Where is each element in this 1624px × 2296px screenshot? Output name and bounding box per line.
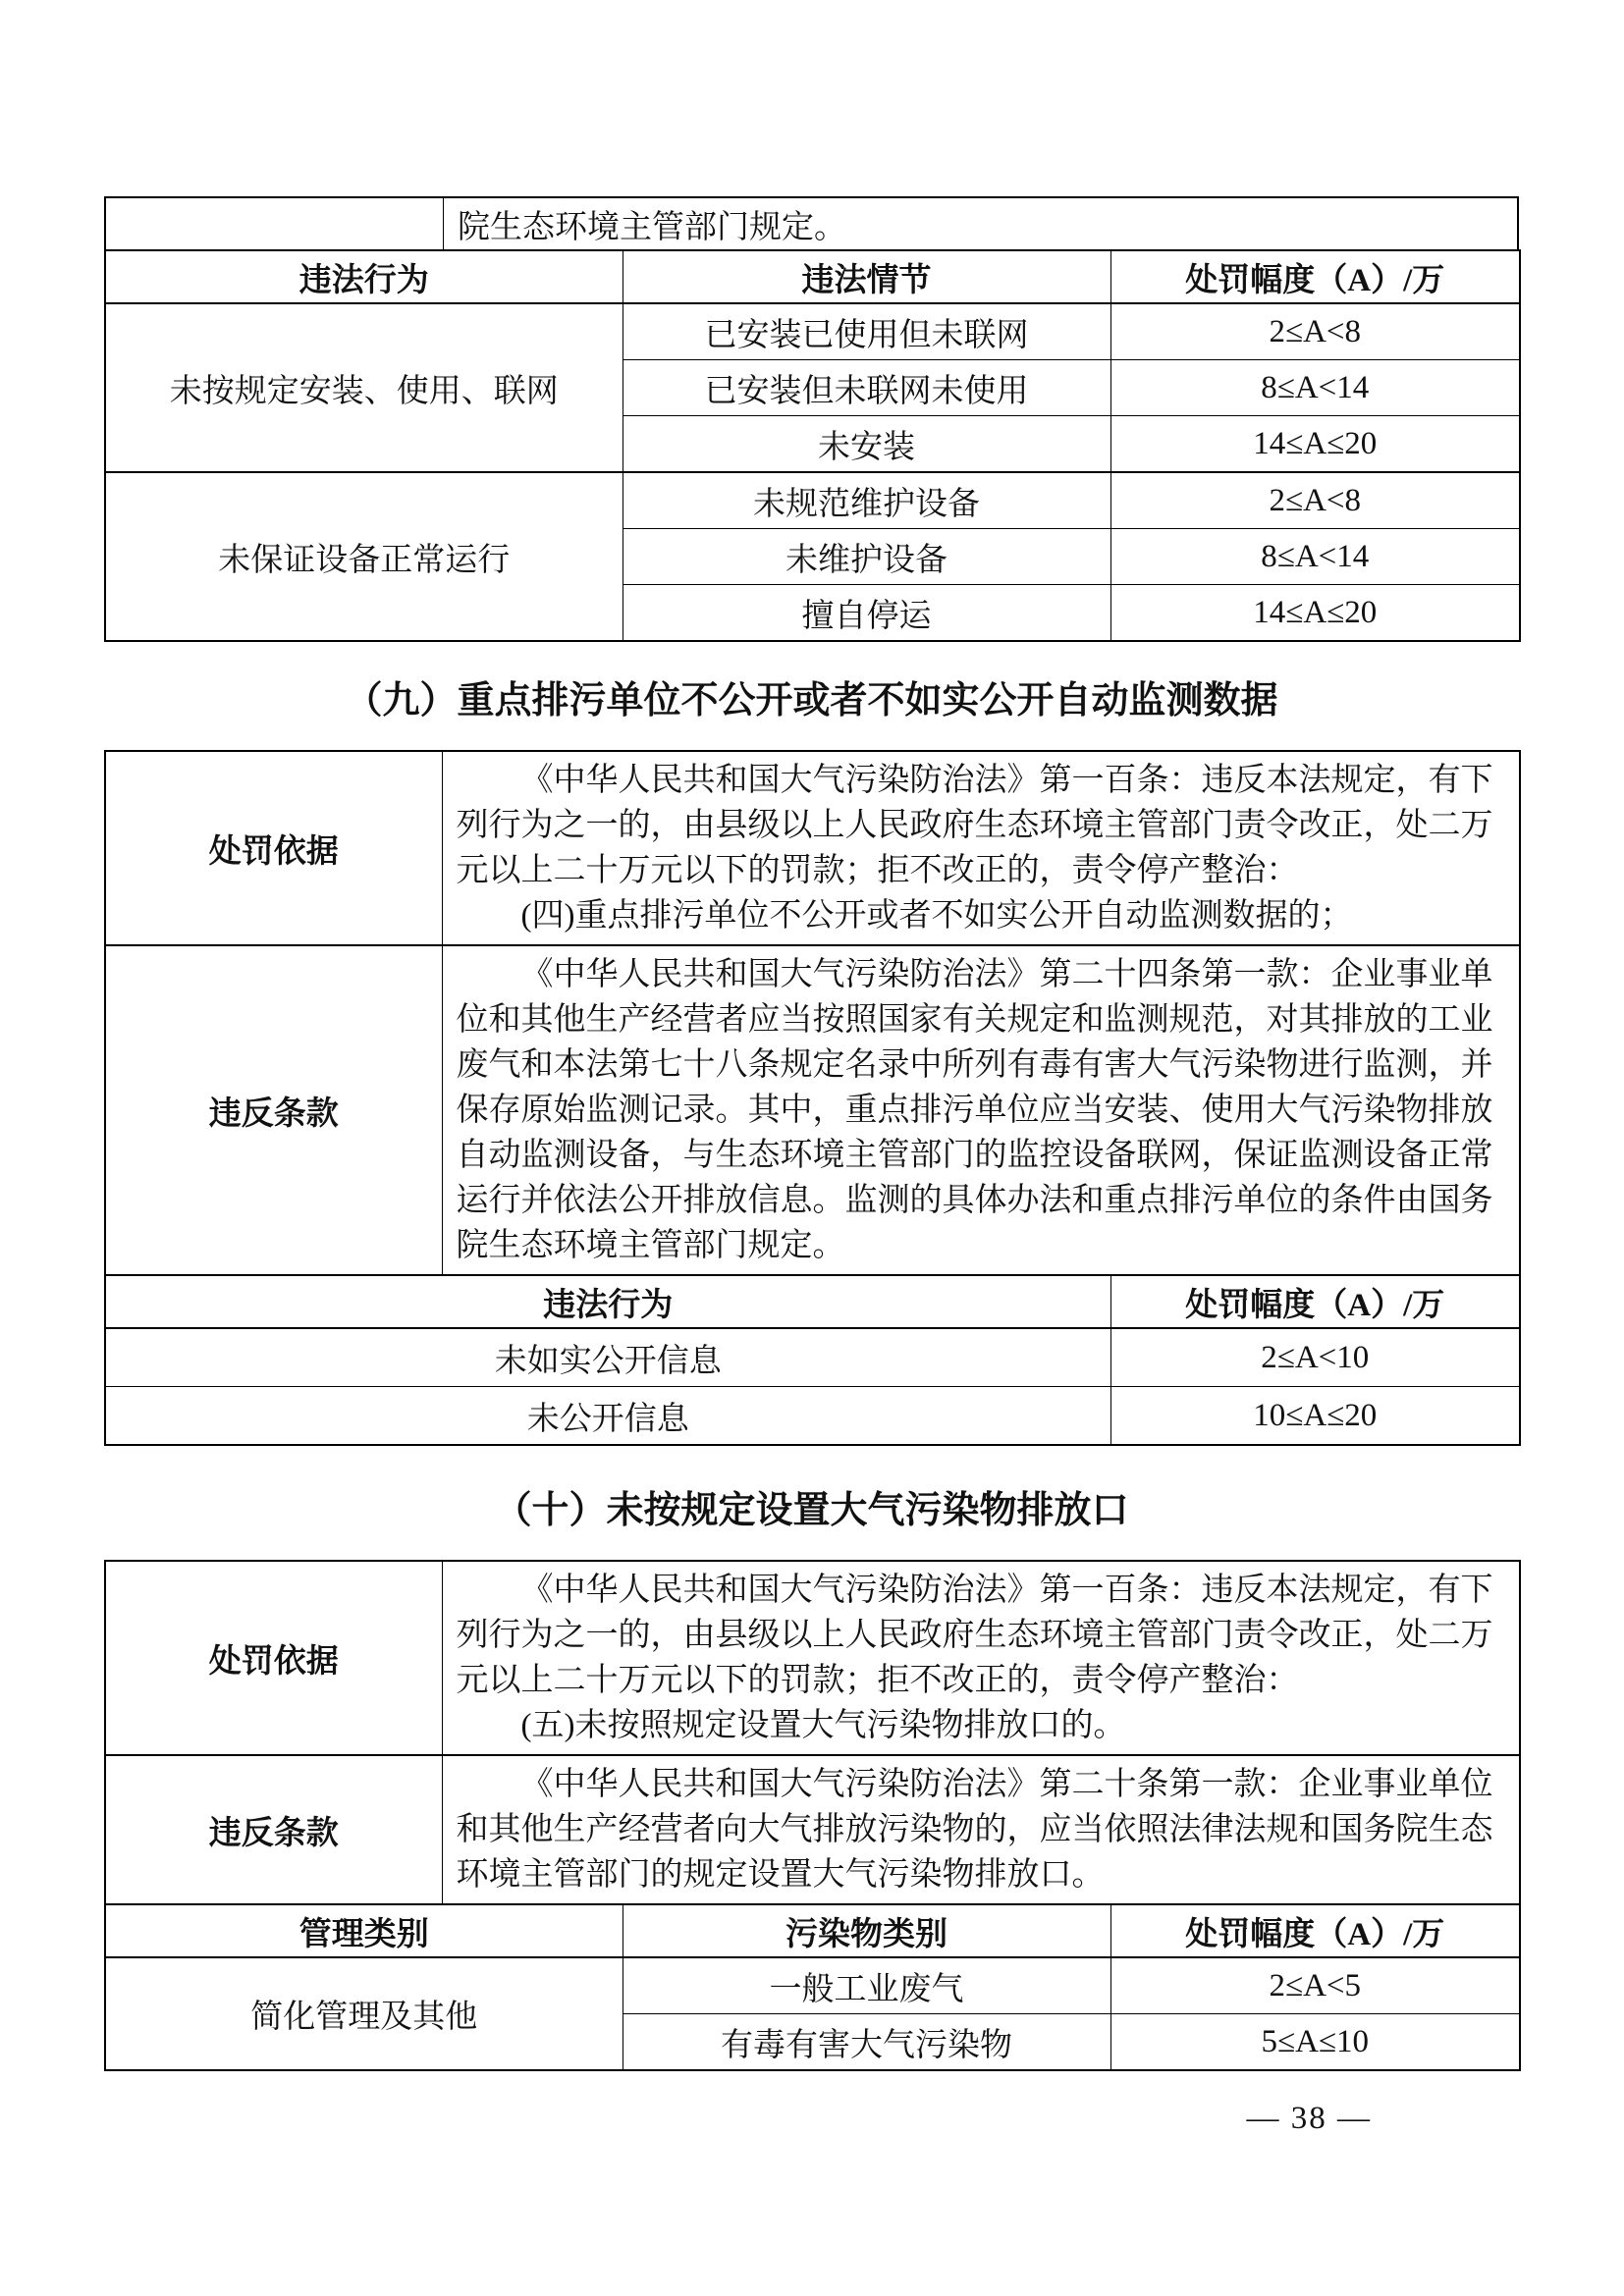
cell-penalty: 14≤A≤20 xyxy=(1110,416,1520,473)
violation-line: 《中华人民共和国大气污染防治法》第二十条第一款：企业事业单位 xyxy=(520,1767,1493,1802)
violation-line: 《中华人民共和国大气污染防治法》第二十四条第一款：企业事业单 xyxy=(520,957,1493,992)
table-a-penalty-grid xyxy=(104,249,1521,642)
violation-line: 废气和本法第七十八条规定名录中所列有毒有害大气污染物进行监测，并 xyxy=(456,1047,1493,1083)
cell-violation-text xyxy=(442,945,1520,1275)
table-row xyxy=(105,303,1520,360)
cell-circumstance: 未规范维护设备 xyxy=(623,472,1110,529)
cell-basis-label: 处罚依据 xyxy=(105,1561,442,1755)
cell-circumstance: 已安装但未联网未使用 xyxy=(623,360,1110,416)
violation-line: 自动监测设备，与生态环境主管部门的监控设备联网，保证监测设备正常 xyxy=(456,1138,1493,1173)
cell-penalty: 8≤A<14 xyxy=(1110,529,1520,585)
section-9-header-penalty: 处罚幅度（A）/万 xyxy=(1110,1275,1520,1328)
table-section-9 xyxy=(104,750,1521,1446)
section-10-heading: （十）未按规定设置大气污染物排放口 xyxy=(494,1490,1129,1531)
cell-pollutant: 一般工业废气 xyxy=(623,1957,1110,2014)
cell-behavior-group: 未按规定安装、使用、联网 xyxy=(105,303,623,472)
cell-circumstance: 已安装已使用但未联网 xyxy=(623,303,1110,360)
basis-line: (四)重点排污单位不公开或者不如实公开自动监测数据的； xyxy=(520,898,1353,934)
table-row xyxy=(105,472,1520,529)
cell-penalty: 2≤A<8 xyxy=(1110,303,1520,360)
table-a-header-behavior: 违法行为 xyxy=(105,250,623,303)
violation-line: 运行并依法公开排放信息。监测的具体办法和重点排污单位的条件由国务 xyxy=(456,1183,1493,1218)
section-10-header-penalty: 处罚幅度（A）/万 xyxy=(1110,1904,1520,1957)
table-a-continuation-row xyxy=(104,196,1519,249)
section-9-header-behavior: 违法行为 xyxy=(105,1275,1110,1328)
page-number: — 38 — xyxy=(1246,2101,1372,2136)
basis-line: 《中华人民共和国大气污染防治法》第一百条：违反本法规定，有下 xyxy=(520,1573,1493,1608)
cell-circumstance: 未维护设备 xyxy=(623,529,1110,585)
cell-behavior-group: 未保证设备正常运行 xyxy=(105,472,623,641)
cell-penalty: 14≤A≤20 xyxy=(1110,585,1520,642)
table-a-header-circumstance: 违法情节 xyxy=(623,250,1110,303)
cell-basis-label: 处罚依据 xyxy=(105,751,442,945)
cell-circumstance: 未安装 xyxy=(623,416,1110,473)
violation-line: 位和其他生产经营者应当按照国家有关规定和监测规范，对其排放的工业 xyxy=(456,1002,1493,1038)
basis-line: (五)未按照规定设置大气污染物排放口的。 xyxy=(520,1708,1126,1743)
cell-penalty: 8≤A<14 xyxy=(1110,360,1520,416)
table-row xyxy=(105,751,1520,945)
cell-category-group: 简化管理及其他 xyxy=(105,1957,623,2070)
continuation-text: 院生态环境主管部门规定。 xyxy=(458,209,846,245)
table-row xyxy=(105,1957,1520,2014)
section-10-header-category: 管理类别 xyxy=(105,1904,623,1957)
table-row xyxy=(105,945,1520,1275)
section-10-header-pollutant: 污染物类别 xyxy=(623,1904,1110,1957)
basis-line: 元以上二十万元以下的罚款；拒不改正的，责令停产整治： xyxy=(456,853,1299,888)
violation-line: 保存原始监测记录。其中，重点排污单位应当安装、使用大气污染物排放 xyxy=(456,1093,1493,1128)
table-section-10 xyxy=(104,1560,1521,2071)
table-row xyxy=(105,1328,1520,1387)
table-row xyxy=(105,1755,1520,1904)
cell-penalty: 2≤A<5 xyxy=(1110,1957,1520,2014)
cell-basis-text xyxy=(442,1561,1520,1755)
violation-line: 院生态环境主管部门规定。 xyxy=(456,1228,845,1263)
table-row xyxy=(105,1387,1520,1446)
cell-pollutant: 有毒有害大气污染物 xyxy=(623,2014,1110,2071)
cell-penalty: 5≤A≤10 xyxy=(1110,2014,1520,2071)
basis-line: 《中华人民共和国大气污染防治法》第一百条：违反本法规定，有下 xyxy=(520,763,1493,798)
cell-violation-text xyxy=(442,1755,1520,1904)
table-row xyxy=(105,1561,1520,1755)
cell-violation-label: 违反条款 xyxy=(105,945,442,1275)
cell-violation-label: 违反条款 xyxy=(105,1755,442,1904)
cell-behavior: 未公开信息 xyxy=(105,1387,1110,1446)
cell-basis-text xyxy=(442,751,1520,945)
cell-penalty: 10≤A≤20 xyxy=(1110,1387,1520,1446)
basis-line: 列行为之一的，由县级以上人民政府生态环境主管部门责令改正，处二万 xyxy=(456,808,1493,843)
cell-penalty: 2≤A<10 xyxy=(1110,1328,1520,1387)
section-9-heading: （九）重点排污单位不公开或者不如实公开自动监测数据 xyxy=(345,680,1278,721)
cell-behavior: 未如实公开信息 xyxy=(105,1328,1110,1387)
table-a-header-penalty: 处罚幅度（A）/万 xyxy=(1110,250,1520,303)
continuation-empty-cell xyxy=(106,198,444,249)
cell-penalty: 2≤A<8 xyxy=(1110,472,1520,529)
basis-line: 元以上二十万元以下的罚款；拒不改正的，责令停产整治： xyxy=(456,1663,1299,1698)
violation-line: 环境主管部门的规定设置大气污染物排放口。 xyxy=(456,1857,1105,1893)
cell-circumstance: 擅自停运 xyxy=(623,585,1110,642)
basis-line: 列行为之一的，由县级以上人民政府生态环境主管部门责令改正，处二万 xyxy=(456,1618,1493,1653)
document-page xyxy=(104,196,1519,2137)
violation-line: 和其他生产经营者向大气排放污染物的，应当依照法律法规和国务院生态 xyxy=(456,1812,1493,1847)
